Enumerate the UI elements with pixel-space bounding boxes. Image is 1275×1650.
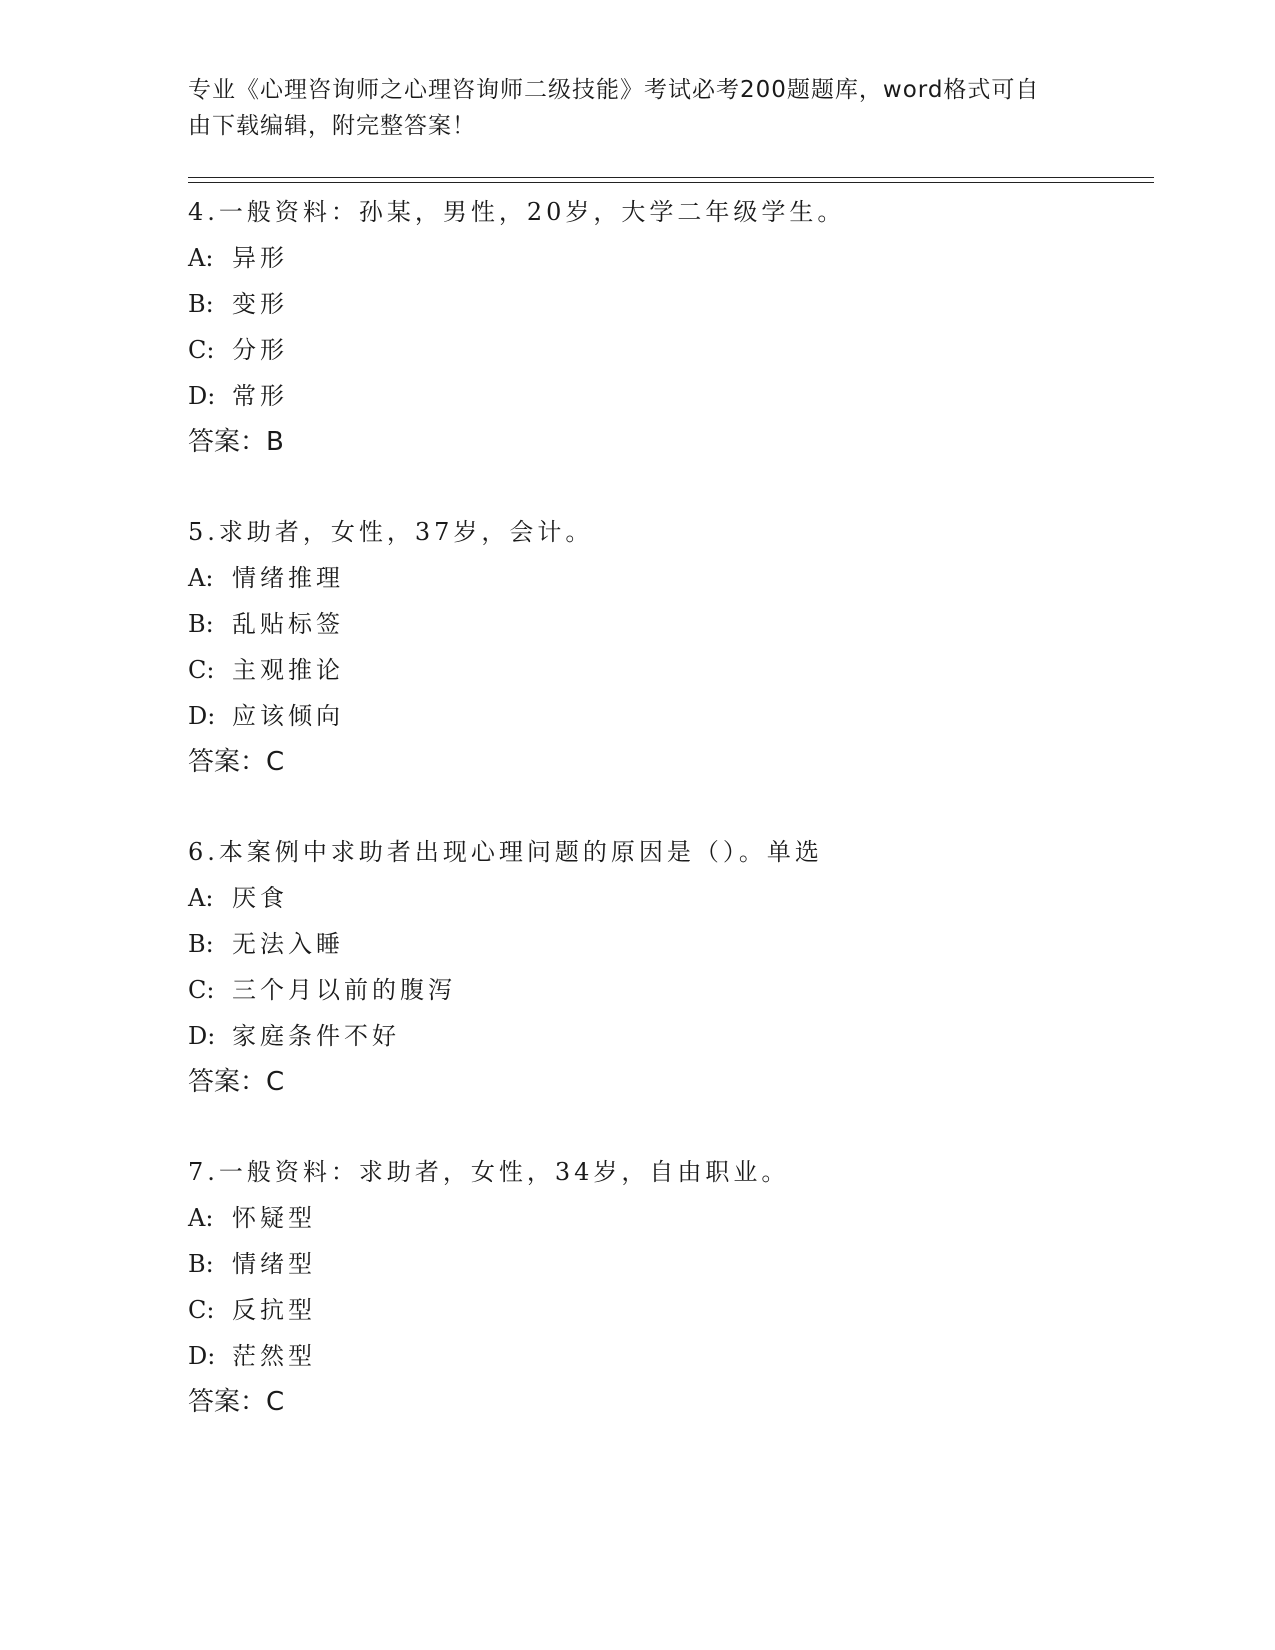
option-letter: C: bbox=[188, 656, 215, 684]
header-divider-top bbox=[188, 177, 1154, 178]
option-letter: A: bbox=[188, 564, 214, 592]
option-text: 茫然型 bbox=[232, 1342, 316, 1370]
header-divider-bottom bbox=[188, 182, 1154, 183]
option-b bbox=[188, 1241, 1148, 1287]
question-block bbox=[188, 829, 1148, 1105]
option-d bbox=[188, 373, 1148, 419]
question-stem: 7.一般资料：求助者，女性，34岁，自由职业。 bbox=[188, 1158, 790, 1186]
option-letter: A: bbox=[188, 244, 214, 272]
option-b bbox=[188, 281, 1148, 327]
question-stem: 4.一般资料：孙某，男性，20岁，大学二年级学生。 bbox=[188, 198, 846, 226]
option-b bbox=[188, 921, 1148, 967]
question-stem: 6.本案例中求助者出现心理问题的原因是（）。单选 bbox=[188, 838, 823, 866]
answer-line: 答案：C bbox=[188, 1387, 285, 1417]
option-d bbox=[188, 1333, 1148, 1379]
option-d bbox=[188, 1013, 1148, 1059]
option-c bbox=[188, 327, 1148, 373]
option-text: 分形 bbox=[232, 336, 288, 364]
option-text: 三个月以前的腹泻 bbox=[232, 976, 456, 1004]
question-block bbox=[188, 189, 1148, 465]
option-text: 厌食 bbox=[232, 884, 288, 912]
option-letter: C: bbox=[188, 1296, 215, 1324]
option-a bbox=[188, 875, 1148, 921]
option-text: 家庭条件不好 bbox=[232, 1022, 400, 1050]
option-letter: B: bbox=[188, 290, 214, 318]
option-letter: A: bbox=[188, 1204, 214, 1232]
option-letter: B: bbox=[188, 1250, 214, 1278]
header-line-1: 专业《心理咨询师之心理咨询师二级技能》考试必考200题题库，word格式可自 bbox=[188, 77, 1040, 103]
option-c bbox=[188, 647, 1148, 693]
option-text: 变形 bbox=[232, 290, 288, 318]
option-letter: D: bbox=[188, 1022, 216, 1050]
option-a bbox=[188, 1195, 1148, 1241]
question-block bbox=[188, 1149, 1148, 1425]
option-letter: D: bbox=[188, 1342, 216, 1370]
question-block bbox=[188, 509, 1148, 785]
option-text: 情绪型 bbox=[232, 1250, 316, 1278]
option-a bbox=[188, 235, 1148, 281]
option-letter: B: bbox=[188, 610, 214, 638]
option-a bbox=[188, 555, 1148, 601]
answer-line: 答案：B bbox=[188, 427, 284, 457]
option-text: 异形 bbox=[232, 244, 288, 272]
document-header bbox=[188, 72, 1068, 144]
option-d bbox=[188, 693, 1148, 739]
option-letter: D: bbox=[188, 702, 216, 730]
header-line-2: 由下载编辑，附完整答案！ bbox=[188, 113, 476, 139]
option-text: 无法入睡 bbox=[232, 930, 344, 958]
option-letter: B: bbox=[188, 930, 214, 958]
option-letter: A: bbox=[188, 884, 214, 912]
option-text: 情绪推理 bbox=[232, 564, 344, 592]
option-text: 主观推论 bbox=[232, 656, 344, 684]
answer-line: 答案：C bbox=[188, 747, 285, 777]
option-letter: D: bbox=[188, 382, 216, 410]
option-text: 乱贴标签 bbox=[232, 610, 344, 638]
option-text: 应该倾向 bbox=[232, 702, 344, 730]
option-text: 怀疑型 bbox=[232, 1204, 316, 1232]
option-letter: C: bbox=[188, 336, 215, 364]
question-stem: 5.求助者，女性，37岁，会计。 bbox=[188, 518, 594, 546]
option-b bbox=[188, 601, 1148, 647]
option-text: 反抗型 bbox=[232, 1296, 316, 1324]
option-c bbox=[188, 967, 1148, 1013]
option-letter: C: bbox=[188, 976, 215, 1004]
option-c bbox=[188, 1287, 1148, 1333]
option-text: 常形 bbox=[232, 382, 288, 410]
answer-line: 答案：C bbox=[188, 1067, 285, 1097]
